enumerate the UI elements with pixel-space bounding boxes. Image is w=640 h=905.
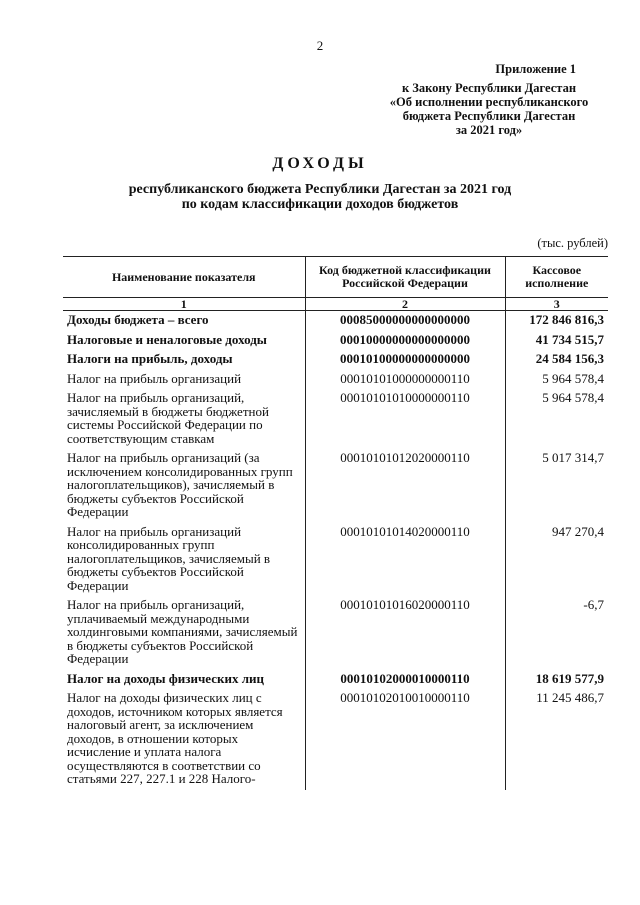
- appendix-title: Приложение 1: [495, 62, 576, 76]
- appendix-line: «Об исполнении республиканского: [389, 95, 589, 109]
- appendix-block: [374, 62, 604, 137]
- row-name: Доходы бюджета – всего: [67, 312, 209, 327]
- column-number-row: [63, 298, 608, 311]
- header-cash-execution: Кассовое исполнение: [505, 257, 608, 298]
- row-value: 18 619 577,9: [505, 670, 608, 690]
- subtitle-line: республиканского бюджета Республики Дагестан за 2021 год: [128, 182, 512, 197]
- document-subtitle: [0, 182, 640, 212]
- row-code: 00010100000000000000: [305, 350, 505, 370]
- column-number: 3: [505, 298, 608, 311]
- table-header-row: [63, 257, 608, 298]
- header-classification-code: Код бюджетной классификации Российской Федерации: [305, 257, 505, 298]
- row-name: Налог на прибыль организаций, уплачиваемый международными холдинговыми компаниями, зачисляемый в бюджеты субъектов Российской Федерации: [67, 597, 298, 666]
- row-value: 5 964 578,4: [505, 370, 608, 390]
- row-value: 5 964 578,4: [505, 389, 608, 449]
- row-code: 00010101014020000110: [305, 523, 505, 597]
- header-indicator-name: Наименование показателя: [63, 257, 305, 298]
- table-row: [63, 389, 608, 449]
- row-value: 24 584 156,3: [505, 350, 608, 370]
- table-row: [63, 331, 608, 351]
- table-row: [63, 670, 608, 690]
- table-row: [63, 523, 608, 597]
- row-name: Налоги на прибыль, доходы: [67, 351, 233, 366]
- row-code: 00010000000000000000: [305, 331, 505, 351]
- row-code: 00010101016020000110: [305, 596, 505, 670]
- row-code: 00010101000000000110: [305, 370, 505, 390]
- table-row: [63, 596, 608, 670]
- table-row: [63, 370, 608, 390]
- row-name: Налог на прибыль организаций: [67, 370, 242, 386]
- row-value: -6,7: [505, 596, 608, 670]
- appendix-line: за 2021 год»: [455, 123, 523, 137]
- row-code: 00010101010000000110: [305, 389, 505, 449]
- row-code: 00010102000010000110: [305, 670, 505, 690]
- row-name: Налог на прибыль организаций консолидированных групп налогоплательщиков, зачисляемый в бюджеты субъектов Российской Федерации: [67, 523, 271, 593]
- row-name: Налоговые и неналоговые доходы: [67, 331, 267, 347]
- row-code: 00010102010010000110: [305, 689, 505, 790]
- row-name: Налог на доходы физических лиц с доходов, источником которых является налоговый агент, за исключением доходов, в отношении которых исчисление и уплата налога осуществляются в соответствии со статьями 227, 227.1 и 228 Налого-: [67, 690, 283, 786]
- row-name: Налог на прибыль организаций, зачисляемый в бюджеты бюджетной системы Российской Федерации по соответствующим ставкам: [67, 390, 269, 446]
- units-label: (тыс. рублей): [537, 236, 608, 250]
- row-code: 00010101012020000110: [305, 449, 505, 523]
- table-row: [63, 350, 608, 370]
- column-number: 2: [305, 298, 505, 311]
- row-value: 172 846 816,3: [505, 311, 608, 331]
- table-row: [63, 311, 608, 331]
- row-value: 41 734 515,7: [505, 331, 608, 351]
- row-name: Налог на доходы физических лиц: [67, 670, 265, 686]
- appendix-line: к Закону Республики Дагестан: [401, 81, 577, 95]
- document-title: ДОХОДЫ: [272, 155, 368, 172]
- table-row: [63, 689, 608, 790]
- row-value: 947 270,4: [505, 523, 608, 597]
- table-row: [63, 449, 608, 523]
- column-number: 1: [63, 298, 305, 311]
- row-value: 11 245 486,7: [505, 689, 608, 790]
- row-code: 00085000000000000000: [305, 311, 505, 331]
- page-number: 2: [316, 38, 324, 53]
- row-name: Налог на прибыль организаций (за исключением консолидированных групп налогоплательщиков), зачисляемый в бюджеты субъектов Российской Федерации: [67, 450, 293, 519]
- row-value: 5 017 314,7: [505, 449, 608, 523]
- revenue-table: [63, 256, 608, 790]
- appendix-line: бюджета Республики Дагестан: [402, 109, 576, 123]
- subtitle-line: по кодам классификации доходов бюджетов: [181, 197, 459, 212]
